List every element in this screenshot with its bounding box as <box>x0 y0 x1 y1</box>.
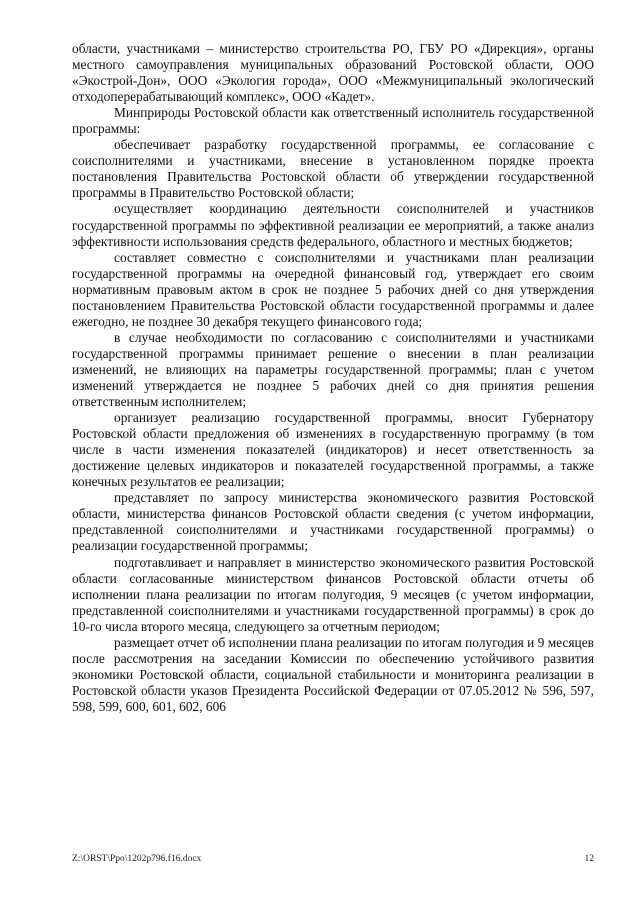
paragraph-3: обеспечивает разработку государственной программы, ее согласование с соисполнителями и участниками, внесение в установленном порядке проекта постановления Правительства Ростовской области об утверждении государственной программы в Правительство Ростовской области; <box>72 137 594 201</box>
file-path: Z:\ORST\Ppo\1202p796.f16.docx <box>72 854 202 864</box>
paragraph-1: области, участниками – министерство строительства РО, ГБУ РО «Дирекция», органы местного самоуправления муниципальных образований Ростовской области, ООО «Экострой-Дон», ООО «Экология города», ООО «Межмуниципальный экологический отходоперерабатывающий комплекс», ООО «Кадет». <box>72 41 594 105</box>
paragraph-7: организует реализацию государственной программы, вносит Губернатору Ростовской области предложения об изменениях в государственную программу (в том числе в части изменения показателей (индикаторов) и несет ответственность за достижение целевых индикаторов и показателей государственной программы, а также конечных результатов ее реализации; <box>72 410 594 490</box>
page-number: 12 <box>584 854 594 864</box>
paragraph-2: Минприроды Ростовской области как ответственный исполнитель государственной программы: <box>72 105 594 137</box>
paragraph-6: в случае необходимости по согласованию с соисполнителями и участниками государственной программы принимает решение о внесении в план реализации изменений, не влияющих на параметры государственной программы; план с учетом изменений утверждается не позднее 5 рабочих дней со дня принятия решения ответственным исполнителем; <box>72 329 594 410</box>
document-body <box>72 41 594 715</box>
paragraph-8: представляет по запросу министерства экономического развития Ростовской области, министерства финансов Ростовской области сведения (с учетом информации, представленной соисполнителями и участниками государственной программы) о реализации государственной программы; <box>72 490 594 554</box>
paragraph-10: размещает отчет об исполнении плана реализации по итогам полугодия и 9 месяцев после рассмотрения на заседании Комиссии по обеспечению устойчивого развития экономики Ростовской области, социальной стабильности и мониторинга реализации в Ростовской области указов Президента Российской Федерации от 07.05.2012 № 596, 597, 598, 599, 600, 601, 602, 606 <box>72 634 594 714</box>
paragraph-4: осуществляет координацию деятельности соисполнителей и участников государственной программы по эффективной реализации ее мероприятий, а также анализ эффективности использования средств федерального, областного и местных бюджетов; <box>72 201 594 249</box>
paragraph-5: составляет совместно с соисполнителями и участниками план реализации государственной программы на очередной финансовый год, утверждает его своим нормативным правовым актом в срок не позднее 5 рабочих дней со дня утверждения постановлением Правительства Ростовской области государственной программы и далее ежегодно, не позднее 30 декабря текущего финансового года; <box>72 249 594 329</box>
paragraph-9: подготавливает и направляет в министерство экономического развития Ростовской области согласованные министерством финансов Ростовской области отчеты об исполнении плана реализации по итогам полугодия, 9 месяцев (с учетом информации, представленной соисполнителями и участниками государственной программы) в срок до 10-го числа второго месяца, следующего за отчетным периодом; <box>72 554 594 634</box>
